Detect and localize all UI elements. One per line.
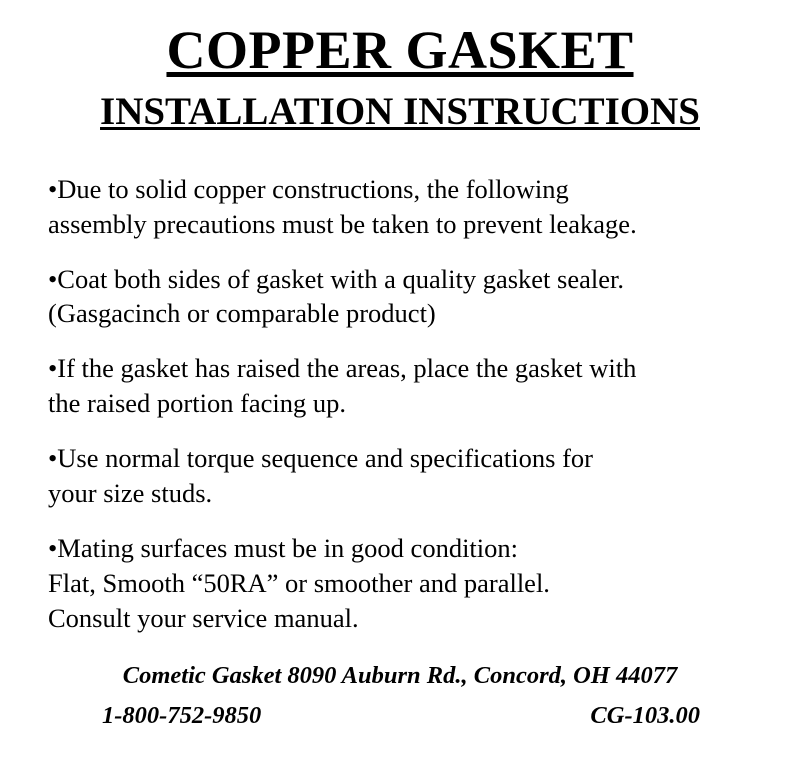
instruction-line: •If the gasket has raised the areas, place the gasket with	[48, 353, 637, 384]
instruction-item	[48, 441, 750, 511]
instruction-item	[48, 531, 750, 636]
footer	[0, 662, 800, 730]
footer-details	[40, 702, 760, 730]
instruction-item	[48, 262, 750, 332]
instruction-line: the raised portion facing up.	[48, 388, 347, 419]
instruction-line: Consult your service manual.	[48, 603, 359, 634]
company-address: Cometic Gasket 8090 Auburn Rd., Concord, OH 44077	[122, 662, 678, 690]
instruction-item	[48, 351, 750, 421]
phone-number: 1-800-752-9850	[102, 702, 262, 730]
page-subtitle: INSTALLATION INSTRUCTIONS	[100, 89, 700, 133]
instruction-line: assembly precautions must be taken to prevent leakage.	[48, 208, 637, 239]
instruction-line: •Use normal torque sequence and specifications for	[48, 443, 593, 474]
instruction-line: (Gasgacinch or comparable product)	[48, 298, 436, 329]
instruction-item	[48, 172, 750, 242]
title-block	[0, 0, 800, 134]
instruction-line: Flat, Smooth “50RA” or smoother and parallel.	[48, 568, 550, 599]
page-title: COPPER GASKET	[166, 20, 634, 80]
instruction-line: •Coat both sides of gasket with a quality gasket sealer.	[48, 263, 624, 294]
instruction-line: •Mating surfaces must be in good condition:	[48, 533, 519, 564]
part-number: CG-103.00	[590, 702, 700, 730]
instruction-line: your size studs.	[48, 478, 213, 509]
instructions-list	[0, 172, 800, 637]
instruction-line: •Due to solid copper constructions, the following	[48, 173, 569, 204]
